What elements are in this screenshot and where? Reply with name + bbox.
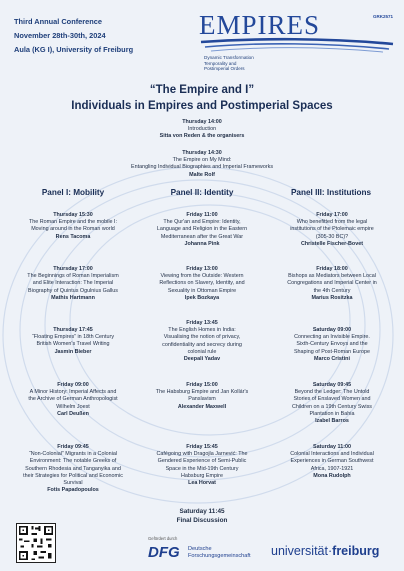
- talk-item: Friday 09:45 “Non-Colonial” Migrants in a Colonial Environment: The notable Greeks of Southern Rhodesia and Tanganyika and their Strategies for Political and Economic Survival Fotis Papadopoulos: [23, 444, 123, 494]
- panel-heading-mobility: Panel I: Mobility: [41, 188, 105, 197]
- title-line-1: “The Empire and I”: [149, 84, 255, 96]
- funding-note: Gefördert durch: [148, 536, 178, 541]
- title-line-2: Individuals in Empires and Postimperial Spaces: [71, 100, 333, 112]
- talk-item: Thursday 17:45 “Floating Empires” in 18th Century British Women's Travel Writing Jasmin Bieber: [31, 327, 115, 355]
- uni-dot: ·: [327, 544, 333, 558]
- logo-tagline: Dynamic Transformation Temporality and Postimperial Orders: [204, 55, 254, 72]
- talk-item: Friday 15:00 The Habsburg Empire and Jan Kollár's Panslavism Alexander Maxwell: [155, 382, 249, 410]
- session-keynote: Thursday 14:30 The Empire on My Mind: Entangling Individual Biographies and Imperial Frameworks Malte Rolf: [130, 150, 274, 178]
- talk-item: Friday 11:00 The Qur'an and Empire: Identity, Language and Religion in the Eastern Mediterranean after the Great War Johanna Pink: [156, 212, 248, 247]
- talk-item: Thursday 15:30 The Roman Empire and the mobile I: Moving around in the Roman world Rens Tacoma: [28, 212, 118, 240]
- talk-item: Friday 13:00 Viewing from the Outside: Western Reflections on Slavery, Identity, and Sexuality in Ottoman Empire Ipek Bozkaya: [159, 266, 245, 301]
- talk-item: Thursday 17:00 The Beginnings of Roman Imperialism and Elite Interaction: The Imperial Biography of Quintus Ogulnius Gallus Mathis Hartmann: [27, 266, 119, 301]
- talk-item: Saturday 11:00 Colonial Interactions and Individual Experiences in German Southwest Africa, 1907-1921 Mona Rudolph: [290, 444, 374, 479]
- qr-code[interactable]: [16, 523, 56, 563]
- poster-title: [0, 82, 404, 114]
- talk-item: Saturday 09:45 Beyond the Ledger: The Untold Stories of Enslaved Women and Children on a 19th Century Swiss Plantation in Bahia Izabel Barros: [291, 382, 372, 425]
- empires-logo: [199, 10, 395, 72]
- conference-name: Third Annual Conference: [14, 17, 103, 26]
- freiburg-word: freiburg: [332, 544, 380, 558]
- talk-item: Saturday 09:00 Connecting an Invisible Empire. Sixth-Century Envoys and the Shaping of Post-Roman Europe Marco Cristini: [293, 327, 371, 362]
- university-freiburg-logo: [271, 544, 379, 558]
- dfg-logo: [148, 536, 268, 566]
- panel-heading-identity: Panel II: Identity: [170, 188, 234, 197]
- talk-item: Friday 18:00 Bishops as Mediators between Local Congregations and Imperial Center in the 4th Century Marius Rositzka: [287, 266, 377, 301]
- talk-item: Friday 13:45 The English Homes in India: Visualising the notion of privacy, confidentiality and secrecy during colonial rule Deepali Yadav: [162, 320, 242, 363]
- conference-dates: November 28th-30th, 2024: [14, 31, 106, 40]
- panel-heading-institutions: Panel III: Institutions: [290, 188, 372, 197]
- talk-item: Friday 17:00 Who benefitted from the legal institutions of the Ptolemaic empire (305-30 BC)? Christelle Fischer-Bovet: [290, 212, 374, 247]
- uni-word: universität: [271, 544, 328, 558]
- talk-item: Friday 15:45 Cafégoing with Dragojla Jarnević: The Gendered Experience of Semi-Public Space in the Mid-19th Century Habsburg Empire Lea Horvat: [156, 444, 248, 487]
- dfg-wordmark: DFG: [148, 544, 180, 561]
- conference-info: [14, 15, 133, 57]
- logo-wordmark: EMPIRES: [199, 10, 321, 40]
- talk-item: Friday 09:00 A Minor History: Imperial Affects and the Archive of German Anthropologist Wilhelm Joest Carl Deußen: [28, 382, 118, 417]
- session-introduction: Thursday 14:00 Introduction Sitta von Reden & the organisers: [159, 119, 245, 140]
- qr-code-icon: [17, 524, 55, 562]
- logo-swash-icon: [199, 36, 395, 54]
- session-final-discussion: Saturday 11:45 Final Discussion: [176, 508, 228, 524]
- conference-venue: Aula (KG I), University of Freiburg: [14, 45, 134, 54]
- dfg-full-name: Deutsche Forschungsgemeinschaft: [188, 546, 251, 559]
- logo-grk-number: GRK2571: [373, 14, 394, 19]
